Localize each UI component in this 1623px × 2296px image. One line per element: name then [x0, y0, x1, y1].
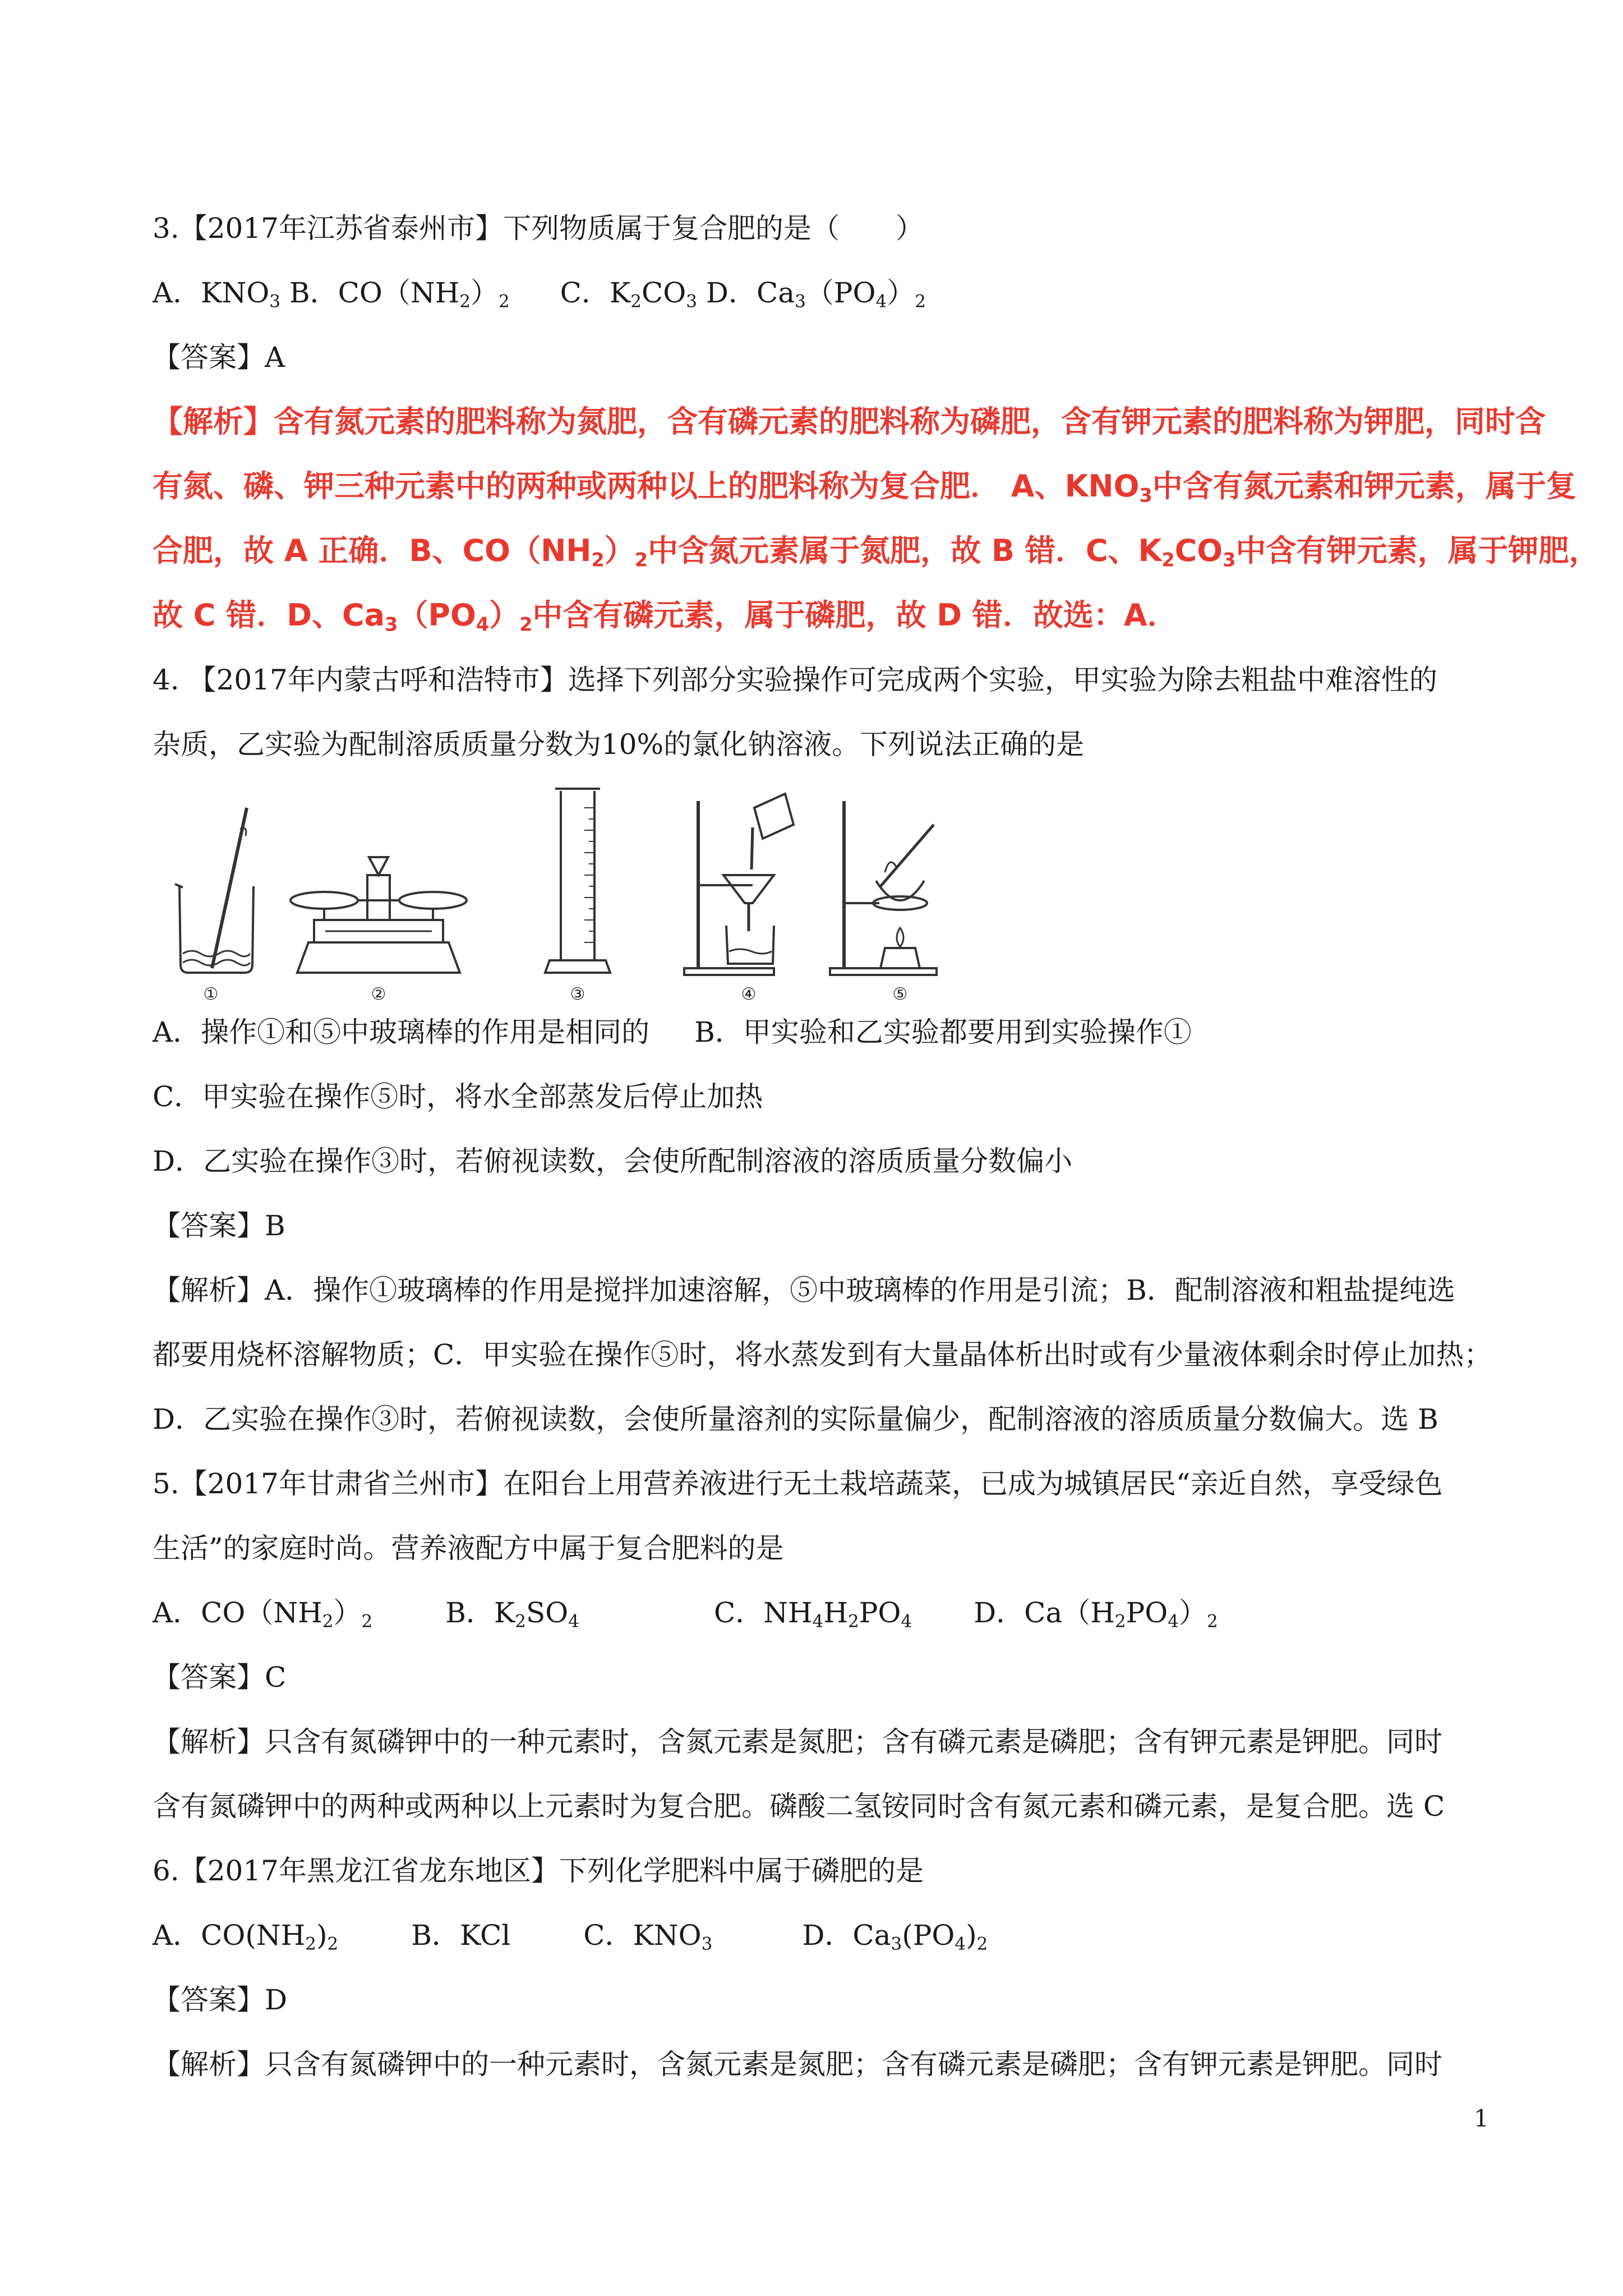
balance-scale-icon: [291, 857, 467, 973]
q4-options-ab: A．操作①和⑤中玻璃棒的作用是相同的 B．甲实验和乙实验都要用到实验操作①: [153, 1016, 1192, 1048]
q4-option-c: C．甲实验在操作⑤时，将水全部蒸发后停止加热: [153, 1080, 763, 1113]
q3-question: 3.【2017年江苏省泰州市】下列物质属于复合肥的是（ ）: [153, 212, 924, 245]
q4-question-line-1: 4. 【2017年内蒙古呼和浩特市】选择下列部分实验操作可完成两个实验，甲实验为除去粗盐中难溶性的: [153, 664, 1437, 696]
q6-answer: 【答案】D: [153, 1984, 288, 2016]
q5-question-line-2: 生活”的家庭时尚。营养液配方中属于复合肥料的是: [153, 1532, 784, 1565]
q3-analysis-line-1: 【解析】含有氮元素的肥料称为氮肥，含有磷元素的肥料称为磷肥，含有钾元素的肥料称为钾肥，同时含: [153, 404, 1546, 439]
q5-answer: 【答案】C: [153, 1661, 287, 1694]
lab-apparatus-figure: [146, 785, 1021, 1004]
q5-question-line-1: 5.【2017年甘肃省兰州市】在阳台上用营养液进行无土栽培蔬菜，已成为城镇居民“亲近自然，享受绿色: [153, 1467, 1443, 1500]
figure-label-5: ⑤: [892, 984, 908, 1004]
q4-analysis-line-1: 【解析】A．操作①玻璃棒的作用是搅拌加速溶解，⑤中玻璃棒的作用是引流；B．配制溶液和粗盐提纯选: [153, 1274, 1455, 1306]
q5-analysis-line-2: 含有氮磷钾中的两种或两种以上元素时为复合肥。磷酸二氢铵同时含有氮元素和磷元素，是复合肥。选 C: [153, 1790, 1445, 1823]
q3-answer: 【答案】A: [153, 341, 285, 374]
filtration-setup-icon: [684, 794, 794, 975]
q3-options: A．$KNO_3$ B．$CO(NH_2)_2$ C．$K_2CO_3$ D．$Ca_3(PO_4)_2$: [153, 277, 926, 312]
q4-answer: 【答案】B: [153, 1209, 285, 1242]
q6-options: A．$CO(NH_2)_2$ B．KCl C．$KNO_3$ D．$Ca_3(PO_4)_2$: [153, 1919, 988, 1954]
figure-label-4: ④: [741, 984, 757, 1004]
figure-label-1: ①: [203, 984, 219, 1004]
figure-label-2: ②: [371, 984, 386, 1004]
q5-options: A．$CO(NH_2)_2$ B．$K_2SO_4$ C．$NH_4H_2PO_4$ D．$Ca(H_2PO_4)_2$: [153, 1596, 1218, 1632]
q4-question-line-2: 杂质，乙实验为配制溶质质量分数为10%的氯化钠溶液。下列说法正确的是: [153, 728, 1085, 761]
q3-analysis-line-2: 有氮、磷、钾三种元素中的两种或两种以上的肥料称为复合肥． A、$KNO_3$中含有氮元素和钾元素，属于复: [153, 468, 1576, 507]
evaporation-setup-icon: [830, 801, 937, 975]
q3-analysis-line-3: 合肥，故 A 正确．B、$CO(NH_2)_2$中含氮元素属于氮肥，故 B 错．C、$K_2CO_3$中含有钾元素，属于钾肥，: [153, 533, 1599, 571]
q4-option-d: D．乙实验在操作③时，若俯视读数，会使所配制溶液的溶质质量分数偏小: [153, 1145, 1073, 1177]
q5-analysis-line-1: 【解析】只含有氮磷钾中的一种元素时，含氮元素是氮肥；含有磷元素是磷肥；含有钾元素是钾肥。同时: [153, 1726, 1442, 1758]
q4-analysis-line-3: D．乙实验在操作③时，若俯视读数，会使所量溶剂的实际量偏少，配制溶液的溶质质量分数偏大。选 B: [153, 1403, 1438, 1435]
q6-analysis-line-1: 【解析】只含有氮磷钾中的一种元素时，含氮元素是氮肥；含有磷元素是磷肥；含有钾元素是钾肥。同时: [153, 2048, 1442, 2081]
q3-analysis-line-4: 故 C 错．D、$Ca_3(PO_4)_2$中含有磷元素，属于磷肥，故 D 错．故选：A．: [153, 597, 1178, 636]
graduated-cylinder-icon: [545, 789, 610, 973]
q6-question: 6.【2017年黑龙江省龙东地区】下列化学肥料中属于磷肥的是: [153, 1855, 924, 1887]
page-number: 1: [1474, 2105, 1489, 2132]
beaker-stirring-icon: [175, 808, 253, 973]
figure-label-3: ③: [570, 984, 585, 1004]
q4-analysis-line-2: 都要用烧杯溶解物质；C．甲实验在操作⑤时，将水蒸发到有大量晶体析出时或有少量液体剩余时停止加热；: [153, 1338, 1492, 1371]
